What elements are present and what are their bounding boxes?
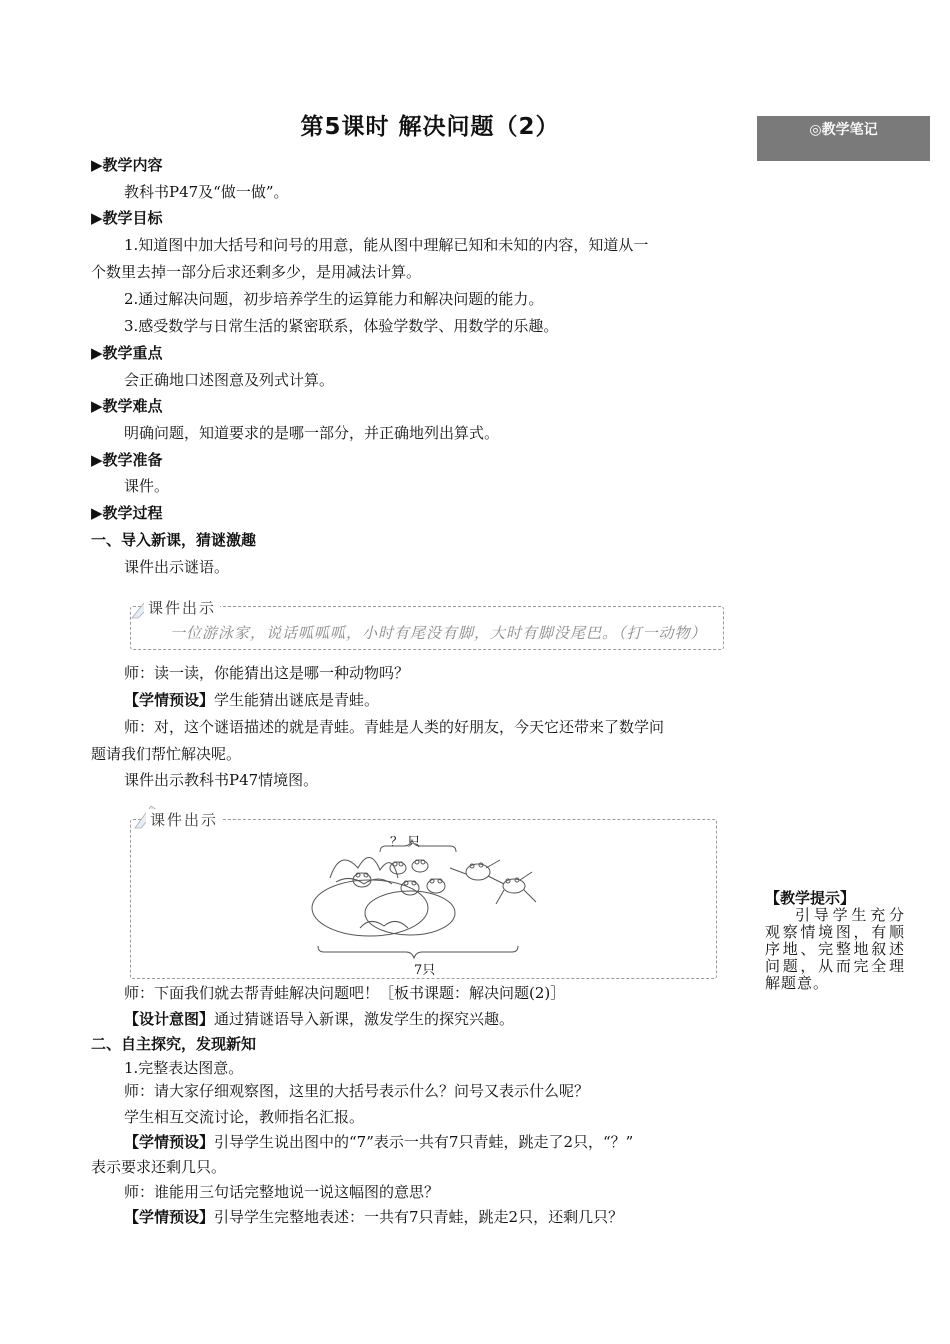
part1-heading: 一、导入新课，猜谜激趣 [91, 531, 257, 549]
prep-text: 课件。 [124, 477, 170, 495]
part2-line4: 师：谁能用三句话完整地说一说这幅图的意思？ [124, 1183, 440, 1201]
teaching-tip-title: 【教学提示】 [765, 889, 856, 907]
riddle-text: 一位游泳家，说话呱呱呱，小时有尾没有脚，大时有脚没尾巴。（打一动物） [170, 624, 707, 642]
goal-1a: 1.知道图中加大括号和问号的用意，能从图中理解已知和未知的内容，知道从一 [124, 236, 649, 254]
design-intent-tag: 【设计意图】 [124, 1010, 215, 1028]
goal-1b: 个数里去掉一部分后求还剩多少，是用减法计算。 [91, 263, 422, 281]
design-intent-text: 通过猜谜语导入新课，激发学生的探究兴趣。 [214, 1010, 515, 1028]
design-intent [124, 1009, 514, 1029]
preset-1-text: 学生能猜出谜底是青蛙。 [214, 691, 380, 709]
part1-line1: 课件出示谜语。 [124, 558, 230, 576]
process-heading: ▶教学过程 [91, 504, 163, 522]
preset-3-tag: 【学情预设】 [124, 1208, 215, 1226]
preset-1-tag: 【学情预设】 [124, 691, 215, 709]
part1-line3b: 题请我们帮忙解决呢。 [91, 745, 242, 763]
teaching-notes-label: ◎教学笔记 [757, 116, 930, 161]
part1-line4: 课件出示教科书P47情境图。 [124, 771, 319, 789]
preset-1 [124, 690, 379, 710]
part1-line3a: 师：对，这个谜语描述的就是青蛙。青蛙是人类的好朋友，今天它还带来了数学问 [124, 718, 665, 736]
content-heading: ▶教学内容 [91, 156, 163, 174]
frog-icon [353, 860, 445, 895]
part2-heading: 二、自主探究，发现新知 [91, 1035, 257, 1053]
part1-line2: 师：读一读，你能猜出这是哪一种动物吗？ [124, 664, 410, 682]
teaching-tip [765, 890, 905, 992]
key-text: 会正确地口述图意及列式计算。 [124, 371, 335, 389]
preset-3 [124, 1207, 623, 1227]
lesson-title: 第5课时 解决问题（2） [300, 114, 560, 140]
goal-2: 2.通过解决问题，初步培养学生的运算能力和解决问题的能力。 [124, 290, 544, 308]
preset-2-tag: 【学情预设】 [124, 1133, 215, 1151]
preset-3-text: 引导学生完整地表述：一共有7只青蛙，跳走2只，还剩几只？ [214, 1208, 624, 1226]
prep-heading: ▶教学准备 [91, 451, 163, 469]
teaching-tip-body: 引导学生充分观察情境图，有顺序地、完整地叙述问题，从而完全理解题意。 [765, 906, 905, 992]
preset-2 [124, 1132, 633, 1152]
difficulty-text: 明确问题，知道要求的是哪一部分，并正确地列出算式。 [124, 424, 500, 442]
key-heading: ▶教学重点 [91, 344, 163, 362]
preset-2-cont: 表示要求还剩几只。 [91, 1158, 227, 1176]
part2-line2: 师：请大家仔细观察图，这里的大括号表示什么？问号又表示什么呢？ [124, 1082, 590, 1100]
difficulty-heading: ▶教学难点 [91, 397, 163, 415]
part1-line5: 师：下面我们就去帮青蛙解决问题吧！［板书课题：解决问题(2)］ [124, 984, 566, 1002]
content-text: 教科书P47及“做一做”。 [124, 183, 289, 201]
jumping-frog-icon [450, 860, 536, 904]
figure-total-label: 7只 [414, 963, 436, 978]
figure-question-label: ？ 只 [390, 835, 421, 850]
riddle-panel-label: 课件出示 [144, 597, 220, 618]
frogs-illustration [300, 838, 550, 968]
goal-3: 3.感受数学与日常生活的紧密联系，体验学数学、用数学的乐趣。 [124, 317, 559, 335]
part2-line3: 学生相互交流讨论，教师指名汇报。 [124, 1108, 365, 1126]
preset-2-text: 引导学生说出图中的“7”表示一共有7只青蛙，跳走了2只，“？” [214, 1133, 634, 1151]
figure-panel-label: 课件出示 [146, 809, 222, 830]
part2-line1: 1.完整表达图意。 [124, 1059, 244, 1077]
goals-heading: ▶教学目标 [91, 209, 163, 227]
